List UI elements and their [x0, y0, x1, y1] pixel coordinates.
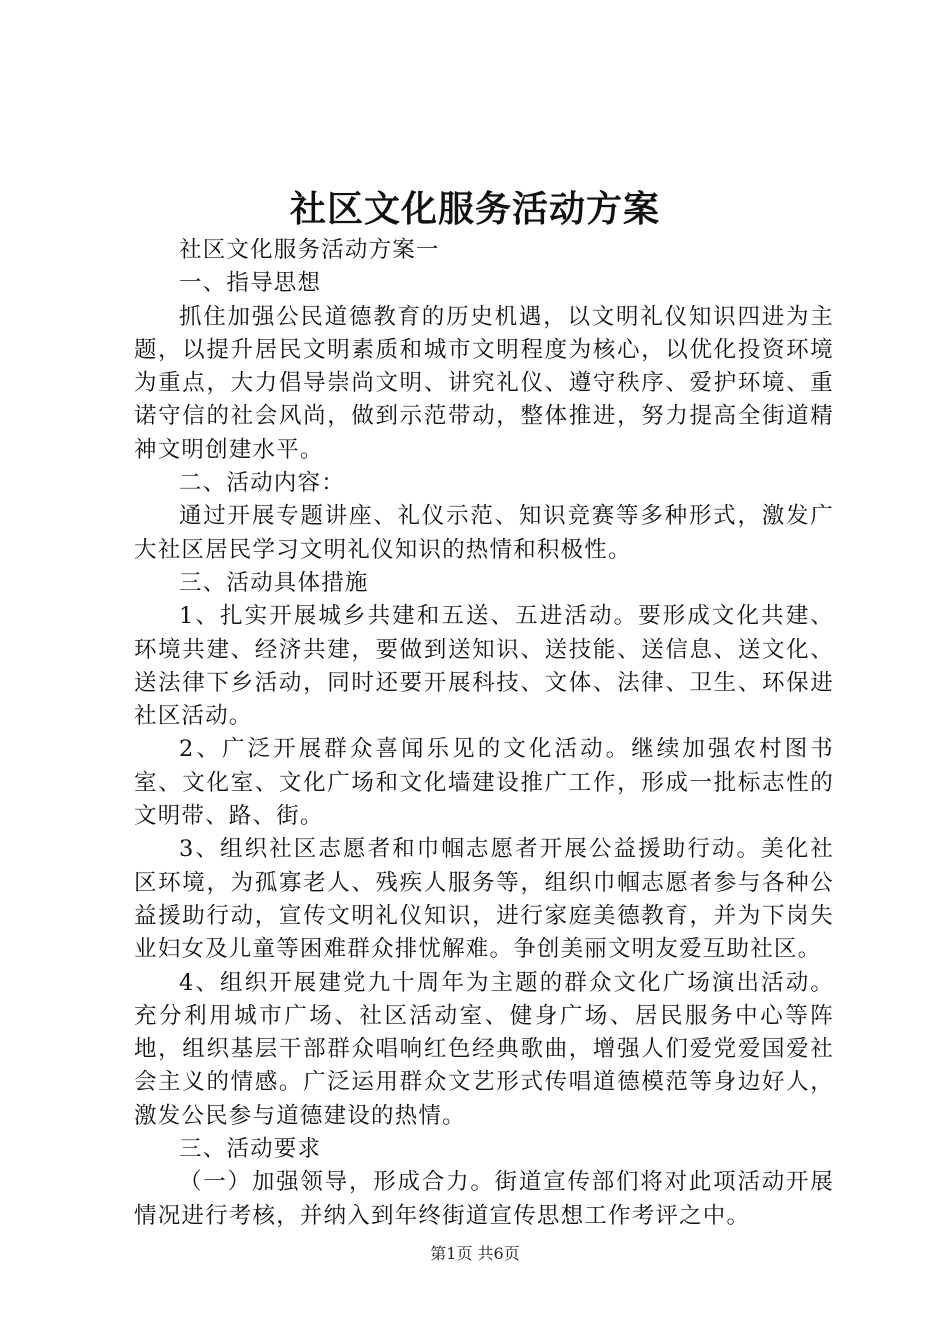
- page-number-footer: 第1页 共6页: [430, 1244, 520, 1263]
- paragraph-measure-1: 1、扎实开展城乡共建和五送、五进活动。要形成文化共建、环境共建、经济共建，要做到送知识、送技能、送信息、送文化、送法律下乡活动，同时还要开展科技、文体、法律、卫生、环保进社区活动。: [134, 603, 834, 730]
- document-body: [134, 234, 834, 1233]
- section-heading-activity-content: 二、活动内容：: [179, 470, 345, 497]
- paragraph-measure-2: 2、广泛开展群众喜闻乐见的文化活动。继续加强农村图书室、文化室、文化广场和文化墙建设推广工作，形成一批标志性的文明带、路、街。: [134, 736, 834, 830]
- paragraph-activity-content: 通过开展专题讲座、礼仪示范、知识竞赛等多种形式，激发广大社区居民学习文明礼仪知识的热情和积极性。: [134, 503, 834, 563]
- paragraph-guiding-ideology: 抓住加强公民道德教育的历史机遇，以文明礼仪知识四进为主题，以提升居民文明素质和城市文明程度为核心，以优化投资环境为重点，大力倡导崇尚文明、讲究礼仪、遵守秩序、爱护环境、重诺守信的社会风尚，做到示范带动，整体推进，努力提高全街道精神文明创建水平。: [134, 303, 834, 463]
- document-title: 社区文化服务活动方案: [289, 188, 660, 230]
- paragraph-subtitle: 社区文化服务活动方案一: [179, 237, 440, 263]
- section-heading-guiding-ideology: 一、指导思想: [179, 270, 322, 297]
- section-heading-measures: 三、活动具体措施: [179, 569, 369, 596]
- paragraph-measure-4: 4、组织开展建党九十周年为主题的群众文化广场演出活动。充分利用城市广场、社区活动室、健身广场、居民服务中心等阵地，组织基层干部群众唱响红色经典歌曲，增强人们爱党爱国爱社会主义的情感。广泛运用群众文艺形式传唱道德模范等身边好人，激发公民参与道德建设的热情。: [134, 969, 834, 1129]
- section-heading-requirements: 三、活动要求: [179, 1136, 322, 1163]
- paragraph-measure-3: 3、组织社区志愿者和巾帼志愿者开展公益援助行动。美化社区环境，为孤寡老人、残疾人服务等，组织巾帼志愿者参与各种公益援助行动，宣传文明礼仪知识，进行家庭美德教育，并为下岗失业妇女及儿童等困难群众排忧解难。争创美丽文明友爱互助社区。: [134, 836, 834, 963]
- paragraph-requirement-1: （一）加强领导，形成合力。街道宣传部们将对此项活动开展情况进行考核，并纳入到年终街道宣传思想工作考评之中。: [134, 1169, 834, 1229]
